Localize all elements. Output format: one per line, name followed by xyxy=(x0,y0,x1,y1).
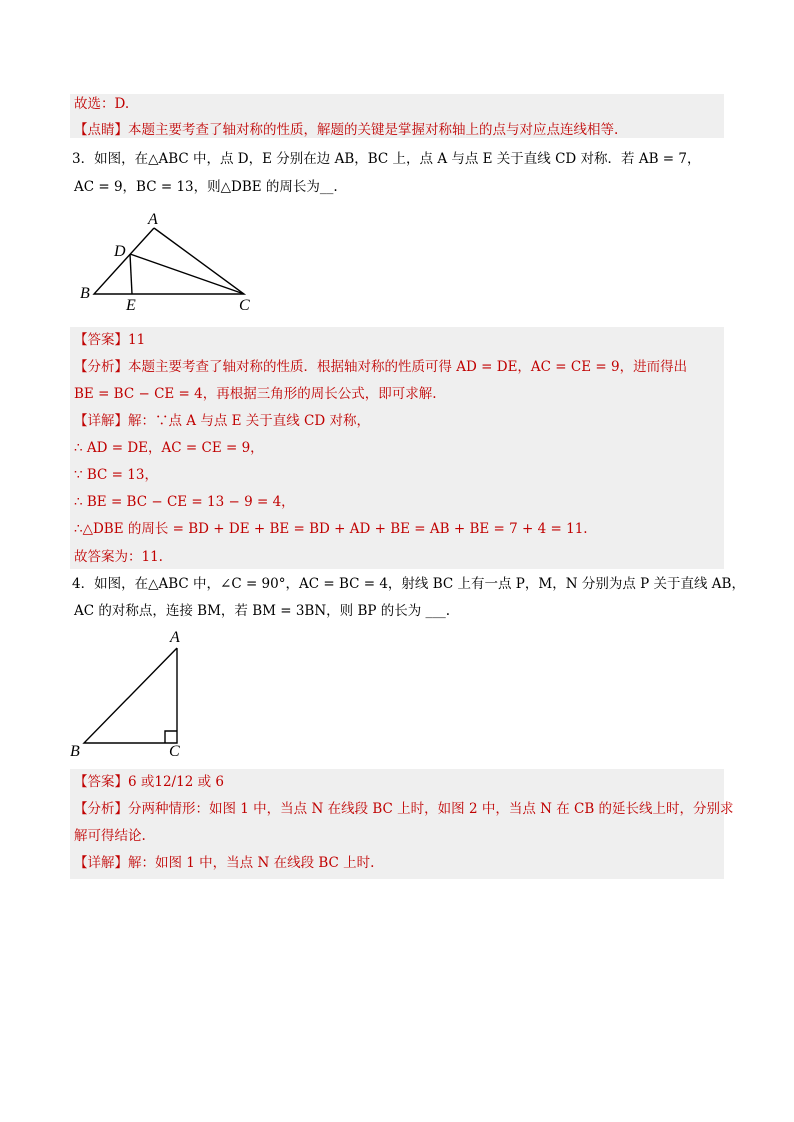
label-b: B xyxy=(70,743,80,760)
q3-stem-line2: AC = 9，BC = 13，则△DBE 的周长为__. xyxy=(74,179,338,195)
q3-detail-line3: ∵ BC = 13， xyxy=(74,467,158,483)
q4-stem-line2: AC 的对称点，连接 BM，若 BM = 3BN，则 BP 的长为 ___. xyxy=(74,603,451,619)
triangle-abc xyxy=(94,228,244,294)
prev-choice: 故选：D. xyxy=(74,96,130,112)
q3-answer: 【答案】11 xyxy=(74,332,146,348)
prev-comment: 【点睛】本题主要考查了轴对称的性质，解题的关键是掌握对称轴上的点与对应点连线相等. xyxy=(74,122,619,138)
q4-stem-line1: 4．如图，在△ABC 中，∠C = 90°，AC = BC = 4，射线 BC 上有一点 P，M，N 分别为点 P 关于直线 AB， xyxy=(72,576,745,592)
label-b: B xyxy=(80,285,90,302)
q3-analysis-line1: 【分析】本题主要考查了轴对称的性质．根据轴对称的性质可得 AD = DE，AC = CE = 9，进而得出 xyxy=(74,359,688,375)
q3-figure xyxy=(76,206,266,314)
q3-detail-line5: ∴△DBE 的周长 = BD + DE + BE = BD + AD + BE = AB + BE = 7 + 4 = 11. xyxy=(74,521,588,537)
segment-de xyxy=(130,254,132,294)
label-a: A xyxy=(170,629,180,646)
q3-detail-line4: ∴ BE = BC − CE = 13 − 9 = 4， xyxy=(74,494,295,510)
label-c: C xyxy=(169,743,180,760)
segment-dc xyxy=(130,254,244,294)
label-c: C xyxy=(239,297,250,314)
q3-conclusion: 故答案为：11. xyxy=(74,549,163,565)
q4-figure xyxy=(66,626,196,762)
q3-detail-line2: ∴ AD = DE，AC = CE = 9， xyxy=(74,440,264,456)
q4-detail-line1: 【详解】解：如图 1 中，当点 N 在线段 BC 上时. xyxy=(74,855,375,871)
q3-stem-line1: 3．如图，在△ABC 中，点 D，E 分别在边 AB，BC 上，点 A 与点 E 关于直线 CD 对称．若 AB = 7， xyxy=(72,151,701,167)
label-e: E xyxy=(126,297,136,314)
label-d: D xyxy=(114,243,126,260)
q3-analysis-line2: BE = BC − CE = 4，再根据三角形的周长公式，即可求解. xyxy=(74,386,437,402)
q3-detail-line1: 【详解】解：∵点 A 与点 E 关于直线 CD 对称， xyxy=(74,413,371,429)
q4-analysis-line1: 【分析】分两种情形：如图 1 中，当点 N 在线段 BC 上时，如图 2 中，当点 N 在 CB 的延长线上时，分别求 xyxy=(74,801,734,817)
label-a: A xyxy=(148,211,158,228)
q4-answer: 【答案】6 或12/12 或 6 xyxy=(74,774,224,790)
triangle-abc-right xyxy=(84,648,177,743)
q4-analysis-line2: 解可得结论. xyxy=(74,828,146,844)
right-angle-mark xyxy=(165,731,177,743)
